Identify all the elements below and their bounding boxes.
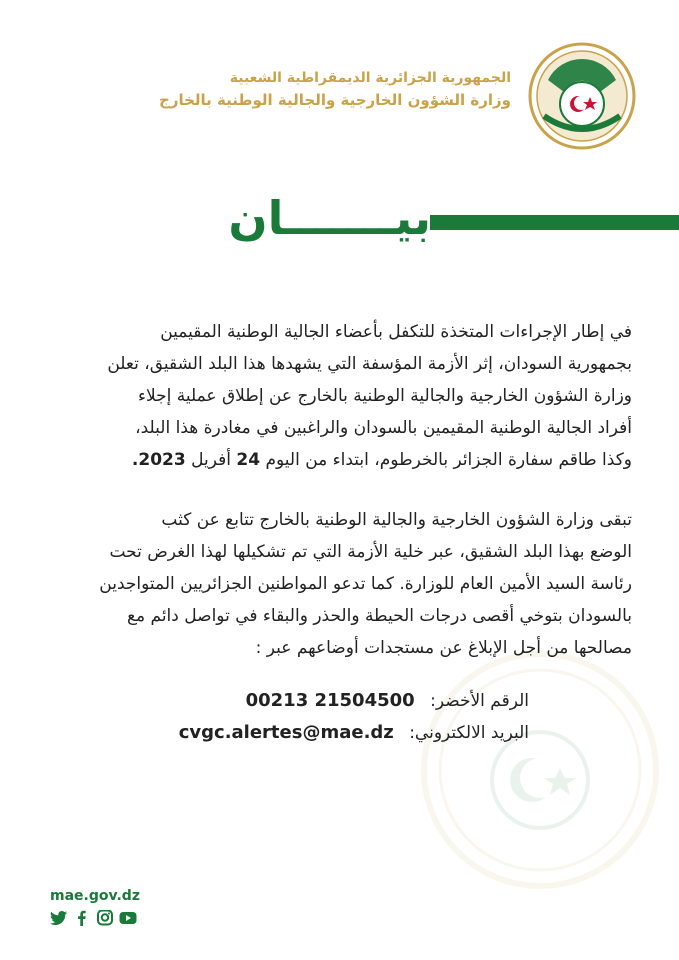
paragraph-crisis-cell — [48, 504, 632, 664]
ministry-seal-logo — [528, 42, 636, 150]
email-label: البريد الالكتروني: — [409, 723, 529, 743]
paragraph-line: تبقى وزارة الشؤون الخارجية والجالية الوطنية بالخارج تتابع عن كثب — [161, 510, 632, 530]
date-intro: وكذا طاقم سفارة الجزائر بالخرطوم، ابتداء من اليوم — [265, 450, 632, 470]
republic-name: الجمهورية الجزائرية الديمقراطية الشعبية — [229, 70, 511, 86]
page-title: بيـــــــان — [228, 191, 431, 245]
instagram-icon[interactable] — [96, 910, 114, 926]
date-year: 2023. — [131, 450, 186, 470]
email-value[interactable]: cvgc.alertes@mae.dz — [178, 722, 394, 743]
paragraph-line: الوضع بهذا البلد الشقيق، عبر خلية الأزمة التي تم تشكيلها لهذا الغرض تحت — [109, 542, 632, 562]
date-month: أفريل — [191, 450, 231, 470]
social-links — [50, 910, 137, 926]
date-day: 24 — [236, 450, 261, 470]
paragraph-line: أفراد الجالية الوطنية المقيمين بالسودان والراغبين في مغادرة هذا البلد، — [135, 418, 632, 438]
seal-watermark — [420, 650, 660, 890]
paragraph-line: مصالحها من أجل الإبلاغ عن مستجدات أوضاعهم عبر : — [255, 638, 632, 658]
youtube-icon[interactable] — [119, 910, 137, 926]
title-bar — [430, 215, 679, 230]
facebook-icon[interactable] — [73, 910, 91, 926]
twitter-icon[interactable] — [50, 910, 68, 926]
paragraph-line: بجمهورية السودان، إثر الأزمة المؤسفة التي يشهدها هذا البلد الشقيق، تعلن — [107, 354, 632, 374]
header-text — [111, 68, 511, 112]
paragraph-line: وزارة الشؤون الخارجية والجالية الوطنية بالخارج عن إطلاق عملية إجلاء — [137, 386, 632, 406]
green-number-value[interactable]: 00213 21504500 — [245, 690, 415, 711]
paragraph-line: في إطار الإجراءات المتخذة للتكفل بأعضاء الجالية الوطنية المقيمين — [160, 322, 632, 342]
email-row — [179, 722, 529, 743]
paragraph-line: بالسودان بتوخي أقصى درجات الحيطة والحذر والبقاء في تواصل دائم مع — [126, 606, 632, 626]
green-number-label: الرقم الأخضر: — [430, 691, 529, 711]
paragraph-line: رئاسة السيد الأمين العام للوزارة. كما تدعو المواطنين الجزائريين المتواجدين — [99, 574, 632, 594]
ministry-name: وزارة الشؤون الخارجية والجالية الوطنية بالخارج — [159, 91, 511, 109]
paragraph-evacuation — [48, 316, 632, 476]
paragraph-line-date — [48, 444, 632, 476]
green-number-row — [246, 690, 529, 711]
website-link[interactable]: mae.gov.dz — [50, 888, 140, 904]
